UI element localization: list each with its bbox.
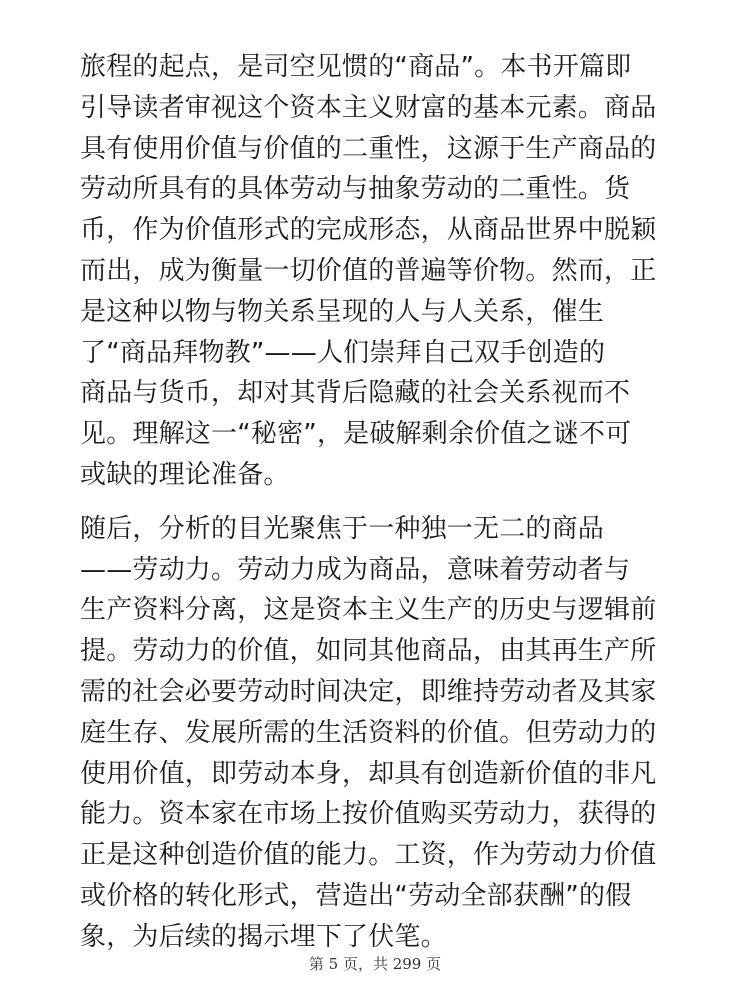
text-line: ——劳动力。劳动力成为商品，意味着劳动者与: [80, 554, 631, 585]
text-line: 旅程的起点，是司空见惯的“商品”。本书开篇即: [80, 52, 632, 82]
page-number-footer: 第 5 页，共 299 页: [308, 955, 442, 973]
text-line: 或价格的转化形式，营造出“劳动全部获酬”的假: [80, 880, 632, 911]
text-line: 是这种以物与物关系呈现的人与人关系，催生: [80, 296, 605, 327]
text-line: 随后，分析的目光聚焦于一种独一无二的商品: [80, 513, 605, 544]
text-line: 生产资料分离，这是资本主义生产的历史与逻辑前: [80, 595, 657, 626]
text-line: 而出，成为衡量一切价值的普遍等价物。然而，正: [80, 255, 657, 286]
text-line: 提。劳动力的价值，如同其他商品，由其再生产所: [80, 636, 657, 667]
text-line: 商品与货币，却对其背后隐藏的社会关系视而不: [80, 378, 631, 409]
body-text: [80, 47, 675, 958]
text-line: 了“商品拜物教”——人们崇拜自己双手创造的: [80, 337, 606, 368]
text-line: 具有使用价值与价值的二重性，这源于生产商品的: [80, 133, 657, 164]
text-line: 需的社会必要劳动时间决定，即维持劳动者及其家: [80, 676, 657, 707]
text-line: 能力。资本家在市场上按价值购买劳动力，获得的: [80, 799, 657, 830]
paragraph-1: [80, 47, 675, 496]
text-line: 引导读者审视这个资本主义财富的基本元素。商品: [80, 92, 657, 123]
text-line: 劳动所具有的具体劳动与抽象劳动的二重性。货: [80, 174, 631, 205]
text-line: 象，为后续的揭示埋下了伏笔。: [80, 921, 447, 952]
text-line: 庭生存、发展所需的生活资料的价值。但劳动力的: [80, 717, 657, 748]
text-line: 或缺的理论准备。: [80, 459, 290, 490]
text-line: 使用价值，即劳动本身，却具有创造新价值的非凡: [80, 758, 657, 789]
text-line: 正是这种创造价值的能力。工资，作为劳动力价值: [80, 840, 657, 871]
text-line: 币，作为价值形式的完成形态，从商品世界中脱颖: [80, 215, 657, 246]
paragraph-2: [80, 509, 675, 958]
paragraph-spacer: [80, 496, 675, 509]
text-line: 见。理解这一“秘密”，是破解剩余价值之谜不可: [80, 419, 632, 450]
